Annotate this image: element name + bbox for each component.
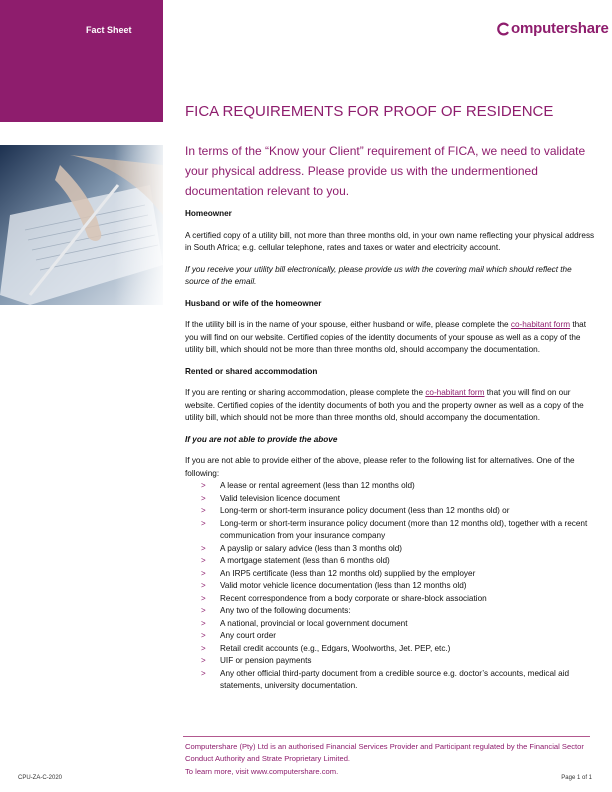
- alternatives-heading: If you are not able to provide the above: [185, 434, 338, 444]
- rented-body-post: that you will find on our website. Certified copies of the identity documents of both you and the property owner as well as a copy of the utility bill, which should not be more than three months old, should accompany the documentation.: [185, 388, 584, 422]
- bullet-chevron-icon: >: [201, 618, 206, 628]
- list-item-text: A payslip or salary advice (less than 3 months old): [220, 543, 403, 553]
- list-item-text: Any court order: [220, 631, 276, 640]
- list-item: [185, 505, 597, 518]
- spouse-body: [185, 319, 597, 357]
- homeowner-heading: Homeowner: [185, 209, 232, 218]
- bullet-chevron-icon: >: [201, 543, 206, 553]
- alternatives-list: [185, 480, 597, 693]
- list-item: [185, 568, 597, 581]
- spouse-cohabitant-form-link[interactable]: co-habitant form: [510, 320, 571, 329]
- spouse-body-pre: If the utility bill is in the name of your spouse, either husband or wife, please complete the: [185, 320, 511, 329]
- hand-writing-photo: [0, 145, 163, 305]
- bullet-chevron-icon: >: [201, 506, 206, 515]
- computershare-logo: [496, 20, 609, 37]
- document-code: CPU-ZA-C-2020: [18, 775, 63, 781]
- page-number: Page 1 of 1: [561, 775, 592, 781]
- bullet-chevron-icon: >: [201, 581, 206, 590]
- list-item: [185, 618, 597, 631]
- footer-disclaimer: Computershare (Pty) Ltd is an authorised Financial Services Provider and Participant regulated by the Financial Sector Conduct Authority and Strate Proprietary Limited.: [185, 742, 584, 763]
- list-item: [185, 655, 597, 668]
- bullet-chevron-icon: >: [201, 631, 206, 640]
- rented-body: [185, 387, 597, 425]
- list-item: [185, 555, 597, 568]
- rented-body-pre: If you are renting or sharing accommodation, please complete the: [185, 388, 426, 397]
- spouse-heading: Husband or wife of the homeowner: [185, 298, 322, 308]
- logo-c-icon: [496, 22, 510, 36]
- list-item-text: Recent correspondence from a body corporate or share-block association: [220, 593, 487, 603]
- bullet-chevron-icon: >: [201, 493, 206, 503]
- list-item: [185, 543, 597, 556]
- logo-text: omputershare: [511, 20, 609, 37]
- list-item: [185, 593, 597, 606]
- bullet-chevron-icon: >: [201, 593, 206, 603]
- bullet-chevron-icon: >: [201, 606, 206, 615]
- list-item: [185, 480, 597, 493]
- alternatives-intro: If you are not able to provide either of the above, please refer to the following list for alternatives. One of the following:: [185, 456, 575, 478]
- main-content: [185, 208, 597, 693]
- list-item-text: UIF or pension payments: [220, 656, 312, 665]
- bullet-chevron-icon: >: [201, 656, 206, 665]
- list-item: [185, 518, 597, 543]
- list-item: [185, 643, 597, 656]
- list-item: [185, 493, 597, 506]
- bullet-chevron-icon: >: [201, 518, 206, 528]
- list-item-text: A national, provincial or local government document: [220, 618, 408, 628]
- spouse-body-post: that you will find on our website. Certified copies of the identity documents of your spouse as well as a copy of the utility bill, which should not be more than three months old, should accompany the documentation.: [185, 320, 586, 354]
- bullet-chevron-icon: >: [201, 643, 206, 653]
- list-item-text: Any other official third-party document from a credible source e.g. doctor’s accounts, medical aid statements, university documentation.: [220, 668, 570, 690]
- bullet-chevron-icon: >: [201, 568, 206, 578]
- learn-more-link[interactable]: To learn more, visit www.computershare.com.: [185, 767, 339, 776]
- list-item: [185, 630, 597, 643]
- intro-text: In terms of the “Know your Client” requirement of FICA, we need to validate your physical address. Please provide us with the undermentioned documentation relevant to you.: [185, 144, 586, 198]
- footer-divider: [183, 736, 590, 737]
- list-item-text: An IRP5 certificate (less than 12 months old) supplied by the employer: [220, 568, 476, 578]
- list-item-text: Valid motor vehicle licence documentation (less than 12 months old): [220, 581, 467, 590]
- list-item-text: Long-term or short-term insurance policy document (more than 12 months old), together with a recent communication from your insurance company: [220, 518, 588, 540]
- bullet-chevron-icon: >: [201, 668, 206, 678]
- rented-cohabitant-form-link[interactable]: co-habitant form: [425, 388, 485, 397]
- homeowner-body: A certified copy of a utility bill, not more than three months old, in your own name reflecting your physical address in South Africa; e.g. cellular telephone, rates and taxes or water and electricity account.: [185, 230, 595, 252]
- bullet-chevron-icon: >: [201, 556, 206, 565]
- list-item-text: Retail credit accounts (e.g., Edgars, Woolworths, Jet. PEP, etc.): [220, 643, 451, 653]
- list-item-text: A lease or rental agreement (less than 12 months old): [220, 481, 415, 490]
- list-item-text: Long-term or short-term insurance policy document (less than 12 months old) or: [220, 506, 510, 515]
- list-item: [185, 605, 597, 618]
- bullet-chevron-icon: >: [201, 481, 206, 490]
- list-item: [185, 580, 597, 593]
- page-title: FICA REQUIREMENTS FOR PROOF OF RESIDENCE: [185, 103, 554, 120]
- homeowner-note: If you receive your utility bill electronically, please provide us with the covering mail which should reflect the source of the email.: [185, 264, 572, 286]
- list-item: [185, 668, 597, 693]
- rented-heading: Rented or shared accommodation: [185, 366, 318, 376]
- list-item-text: Any two of the following documents:: [220, 606, 351, 615]
- list-item-text: Valid television licence document: [220, 493, 340, 503]
- banner-label: Fact Sheet: [86, 25, 132, 35]
- header-banner: [0, 0, 163, 122]
- list-item-text: A mortgage statement (less than 6 months old): [220, 556, 390, 565]
